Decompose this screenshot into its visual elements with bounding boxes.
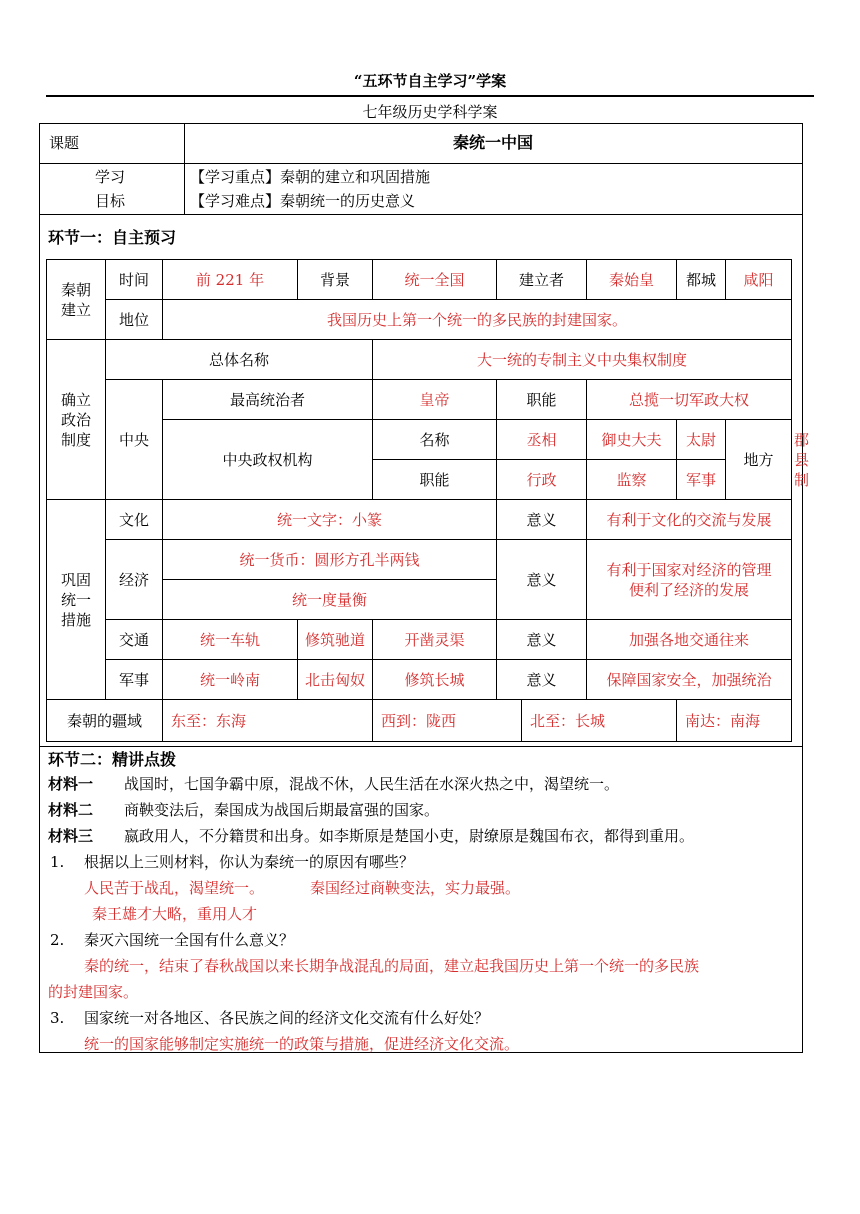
status-value: 我国历史上第一个统一的多民族的封建国家。 [163,300,792,340]
question-2-text: 秦灭六国统一全国有什么意义？ [84,931,295,949]
status-label: 地位 [106,300,163,340]
answer-2-line2: 的封建国家。 [48,983,139,1001]
material-1: 材料一 战国时，七国争霸中原，混战不休，人民生活在水深火热之中，渴望统一。 [48,775,620,793]
official-censor: 御史大夫 [587,420,677,460]
military-wall: 修筑长城 [373,660,497,700]
official-function-label: 职能 [373,460,497,500]
local-label: 地方 [726,420,792,500]
territory-east: 东至：东海 [163,700,373,742]
function-military: 军事 [677,460,726,500]
goals-label-line1: 学习 [95,168,126,186]
goal-key-point: 【学习重点】秦朝的建立和巩固措施 [190,168,431,186]
central-org-label: 中央政权机构 [163,420,373,500]
time-label: 时间 [106,260,163,300]
answer-3: 统一的国家能够制定实施统一的政策与措施，促进经济文化交流。 [84,1035,520,1053]
overall-name-value: 大一统的专制主义中央集权制度 [373,340,792,380]
central-label: 中央 [106,380,163,500]
official-commandant: 太尉 [677,420,726,460]
economy-label: 经济 [106,540,163,620]
ruler-label: 最高统治者 [163,380,373,420]
answer-2-line1: 秦的统一，结束了春秋战国以来长期争战混乱的局面，建立起我国历史上第一个统一的多民族 [84,957,700,975]
group-political-system: 确立 政治 制度 [47,340,106,500]
culture-meaning-label: 意义 [497,500,587,540]
traffic-canal: 开凿灵渠 [373,620,497,660]
military-meaning-label: 意义 [497,660,587,700]
territory-label: 秦朝的疆域 [47,700,163,742]
question-3-text: 国家统一对各地区、各民族之间的经济文化交流有什么好处？ [84,1009,490,1027]
military-xiongnu: 北击匈奴 [298,660,373,700]
culture-label: 文化 [106,500,163,540]
divider-topic [40,163,802,164]
material-3: 材料三 嬴政用人，不分籍贯和出身。如李斯原是楚国小吏，尉缭原是魏国布衣，都得到重用。 [48,827,695,845]
culture-meaning: 有利于文化的交流与发展 [587,500,792,540]
material-2: 材料二 商鞅变法后，秦国成为战国后期最富强的国家。 [48,801,440,819]
divider-goals [40,214,802,215]
capital-label: 都城 [677,260,726,300]
document-title: “五环节自主学习”学案 [353,72,507,90]
answer-1-part1: 人民苦于战乱，渴望统一。 [84,879,265,897]
question-1-number: 1. [50,853,65,871]
group-consolidation: 巩固 统一 措施 [47,500,106,700]
header-divider [46,95,814,97]
economy-meaning-label: 意义 [497,540,587,620]
traffic-road: 修筑驰道 [298,620,373,660]
territory-south: 南达：南海 [677,700,792,742]
question-3-number: 3. [50,1009,65,1027]
goals-label-line2: 目标 [95,192,126,210]
function-supervision: 监察 [587,460,677,500]
group-qin-establish: 秦朝 建立 [47,260,106,340]
founder-value: 秦始皇 [587,260,677,300]
topic-value: 秦统一中国 [452,133,533,152]
section1-title: 环节一：自主预习 [48,228,177,247]
answer-1-part3: 秦王雄才大略，重用人才 [92,905,258,923]
divider-section1 [40,746,802,747]
background-value: 统一全国 [373,260,497,300]
ruler-duty-label: 职能 [497,380,587,420]
traffic-meaning: 加强各地交通往来 [587,620,792,660]
document-subtitle: 七年级历史学科学案 [362,103,498,121]
founder-label: 建立者 [497,260,587,300]
section2-title: 环节二：精讲点拨 [48,750,177,769]
goal-difficulty: 【学习难点】秦朝统一的历史意义 [190,192,416,210]
territory-north: 北至：长城 [522,700,677,742]
traffic-meaning-label: 意义 [497,620,587,660]
military-label: 军事 [106,660,163,700]
time-value: 前 221 年 [163,260,298,300]
question-1-text: 根据以上三则材料，你认为秦统一的原因有哪些？ [84,853,415,871]
topic-label: 课题 [49,134,80,152]
overall-name-label: 总体名称 [106,340,373,380]
preview-table: 秦朝 建立 时间 前 221 年 背景 统一全国 建立者 秦始皇 都城 咸阳 地位 我国历史上第一个统一的多民族的封建国家。 确立 政治 制度 总体名称 大一统的专制主义中央集权制度 中央 最高统治者 皇帝 职能 总揽一切军政大权 中央政权机构 名称 丞相 御史大夫 太尉 地方 郡县制 职能 行政 监察 军事 巩固 统一 措施 文化 统一文字：小篆 意义 有利于文化的交流与发展 经济 统一货币：圆形方孔半两钱 意义 有利于国家对经济的管理 便利了经济的发展 统一度量衡 交通 统一车轨 修筑驰道 开凿灵渠 意义 加强各地交通往来 军事 统一岭南 北击匈奴 修筑长城 意义 保障国家安全，加强统治 秦朝的疆域 东至：东海 西到：陇西 北至：长城 南达：南海 [46,259,792,742]
official-name-label: 名称 [373,420,497,460]
economy-measures: 统一度量衡 [163,580,497,620]
official-chancellor: 丞相 [497,420,587,460]
economy-currency: 统一货币：圆形方孔半两钱 [163,540,497,580]
military-meaning: 保障国家安全，加强统治 [587,660,792,700]
culture-value: 统一文字：小篆 [163,500,497,540]
military-lingnan: 统一岭南 [163,660,298,700]
background-label: 背景 [298,260,373,300]
ruler-value: 皇帝 [373,380,497,420]
traffic-label: 交通 [106,620,163,660]
answer-1-part2: 秦国经过商鞅变法，实力最强。 [310,879,521,897]
traffic-axle: 统一车轨 [163,620,298,660]
function-administration: 行政 [497,460,587,500]
question-2-number: 2. [50,931,65,949]
economy-meaning: 有利于国家对经济的管理 便利了经济的发展 [587,540,792,620]
capital-value: 咸阳 [726,260,792,300]
territory-west: 西到：陇西 [373,700,522,742]
ruler-duty-value: 总揽一切军政大权 [587,380,792,420]
